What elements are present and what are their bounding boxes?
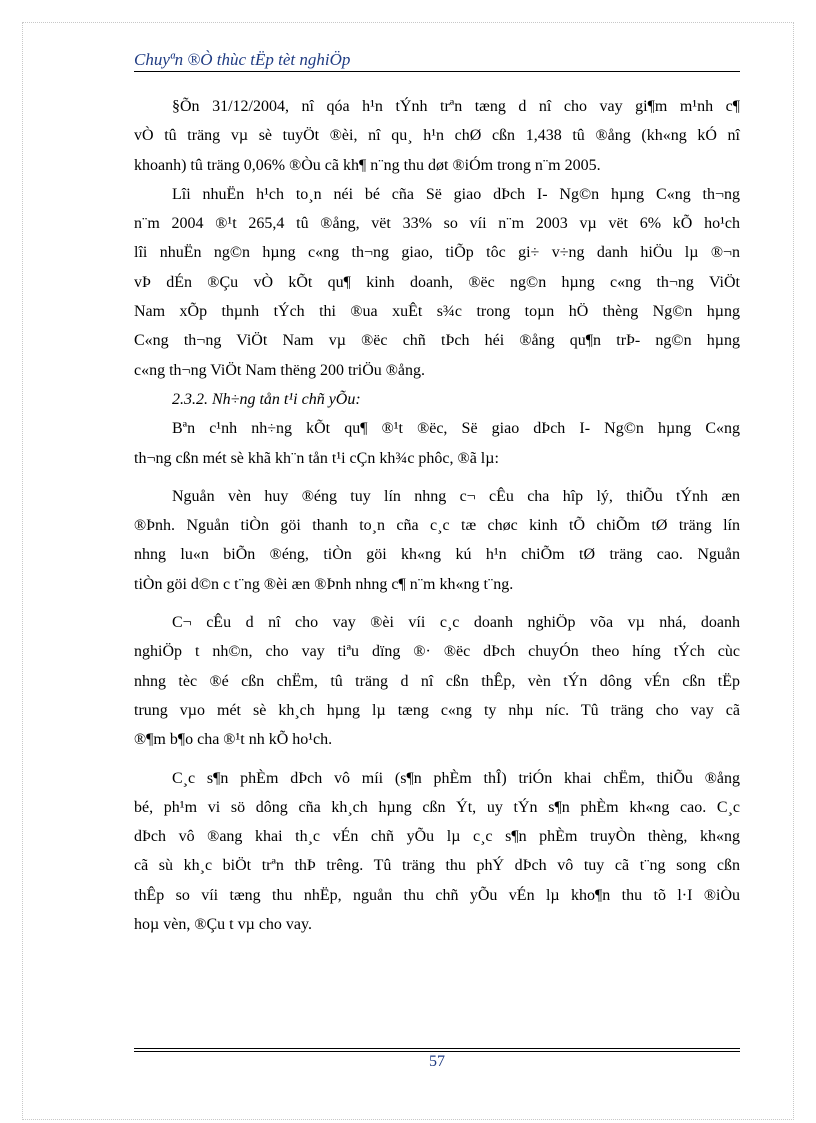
text-line: §Õn 31/12/2004, nî qóa h¹n tÝnh trªn tæng d nî cho vay gi¶m m¹nh c¶: [172, 98, 740, 115]
paragraph-2: [134, 180, 740, 385]
text-line: vÞ dÉn ®Çu vÒ kÕt qu¶ kinh doanh, ®ëc ng©n hµng c«ng th¬ng ViÖt: [134, 273, 740, 291]
text-line: ®¶m b¶o cha ®¹t nh kÕ ho¹ch.: [134, 731, 333, 749]
text-line: nhng tèc ®é cßn chËm, tû träng d nî cßn thÊp, vèn tÝn dông vÉn cßn tËp: [134, 672, 740, 690]
text-line: Nam xÕp thµnh tÝch thi ®ua xuÊt s¾c trong toµn hÖ thèng Ng©n hµng: [134, 303, 740, 321]
text-line: tiÒn göi d©n c t¨ng ®èi æn ®Þnh nhng c¶ n¨m kh«ng t¨ng.: [134, 575, 514, 593]
text-line: C«ng th¬ng ViÖt Nam vµ ®ëc chñ tÞch héi ®ång qu¶n trÞ- ng©n hµng: [134, 332, 740, 350]
header-rule: [134, 71, 740, 72]
paragraph-4: [134, 482, 740, 599]
footer-rule-bottom: [134, 1051, 740, 1052]
paragraph-3: [134, 414, 740, 473]
text-line: ®Þnh. Nguån tiÒn göi thanh to¸n cña c¸c tæ chøc kinh tÕ chiÕm tØ träng lín: [134, 517, 740, 535]
section-heading: 2.3.2. Nh÷ng tån t¹i chñ yÕu:: [172, 390, 361, 408]
document-body: [134, 92, 740, 939]
text-line: dÞch vô ®ang khai th¸c vÉn chñ yÕu lµ c¸c s¶n phÈm truyÒn thèng, kh«ng: [134, 828, 740, 846]
text-line: c«ng th¬ng ViÖt Nam thëng 200 triÖu ®ång.: [134, 361, 425, 379]
text-line: trung vµo mét sè kh¸ch hµng lµ tæng c«ng ty nhµ níc. Tû träng cho vay cã: [134, 701, 740, 719]
text-line: khoanh) tû träng 0,06% ®Òu cã kh¶ n¨ng thu døt ®iÓm trong n¨m 2005.: [134, 156, 601, 174]
paragraph-gap: [134, 755, 740, 764]
paragraph-5: [134, 608, 740, 754]
text-line: C¬ cÊu d nî cho vay ®èi víi c¸c doanh nghiÖp võa vµ nhá, doanh: [172, 614, 740, 632]
text-line: thÊp so víi tæng thu nhËp, nguån thu chñ yÕu vÉn lµ kho¶n thu tõ l·I ®iÒu: [134, 886, 740, 904]
text-line: nghiÖp t nh©n, cho vay tiªu dïng ®· ®ëc dÞch chuyÓn theo híng tÝch cùc: [134, 643, 740, 661]
page-number: 57: [429, 1053, 445, 1070]
text-line: cã sù kh¸c biÖt trªn thÞ trêng. Tû träng thu phÝ dÞch vô tuy cã t¨ng song cßn: [134, 857, 740, 875]
paragraph-gap: [134, 473, 740, 482]
text-line: n¨m 2004 ®¹t 265,4 tû ®ång, vët 33% so víi n¨m 2003 vµ vët 6% kÕ ho¹ch: [134, 215, 740, 233]
footer-rule-top: [134, 1048, 740, 1049]
text-line: lîi nhuËn ng©n hµng c«ng th¬ng giao, tiÕp tôc gi÷ v÷ng danh hiÖu lµ ®¬n: [134, 244, 740, 262]
paragraph-gap: [134, 599, 740, 608]
text-line: Bªn c¹nh nh÷ng kÕt qu¶ ®¹t ®ëc, Së giao dÞch I- Ng©n hµng C«ng: [172, 420, 740, 438]
text-line: vÒ tû träng vµ sè tuyÖt ®èi, nî qu¸ h¹n chØ cßn 1,438 tû ®ång (kh«ng kÓ nî: [134, 127, 740, 145]
paragraph-1: [134, 92, 740, 180]
page-header-title: Chuyªn ®Ò thùc tËp tèt nghiÖp: [134, 50, 351, 69]
text-line: C¸c s¶n phÈm dÞch vô míi (s¶n phÈm thÎ) triÓn khai chËm, thiÕu ®ång: [172, 769, 740, 787]
text-line: hoµ vèn, ®Çu t vµ cho vay.: [134, 916, 312, 934]
text-line: Nguån vèn huy ®éng tuy lín nhng c¬ cÊu cha hîp lý, thiÕu tÝnh æn: [172, 487, 740, 505]
text-line: nhng lu«n biÕn ®éng, tiÒn göi kh«ng kú h¹n chiÕm tØ träng cao. Nguån: [134, 546, 740, 564]
paragraph-6: [134, 764, 740, 940]
text-line: th¬ng cßn mét sè khã kh¨n tån t¹i cÇn kh¾c phôc, ®ã lµ:: [134, 449, 499, 467]
text-line: bé, ph¹m vi sö dông cña kh¸ch hµng cßn Ýt, uy tÝn s¶n phÈm kh«ng cao. C¸c: [134, 798, 740, 816]
text-line: Lîi nhuËn h¹ch to¸n néi bé cña Së giao dÞch I- Ng©n hµng C«ng th¬ng: [172, 185, 740, 203]
